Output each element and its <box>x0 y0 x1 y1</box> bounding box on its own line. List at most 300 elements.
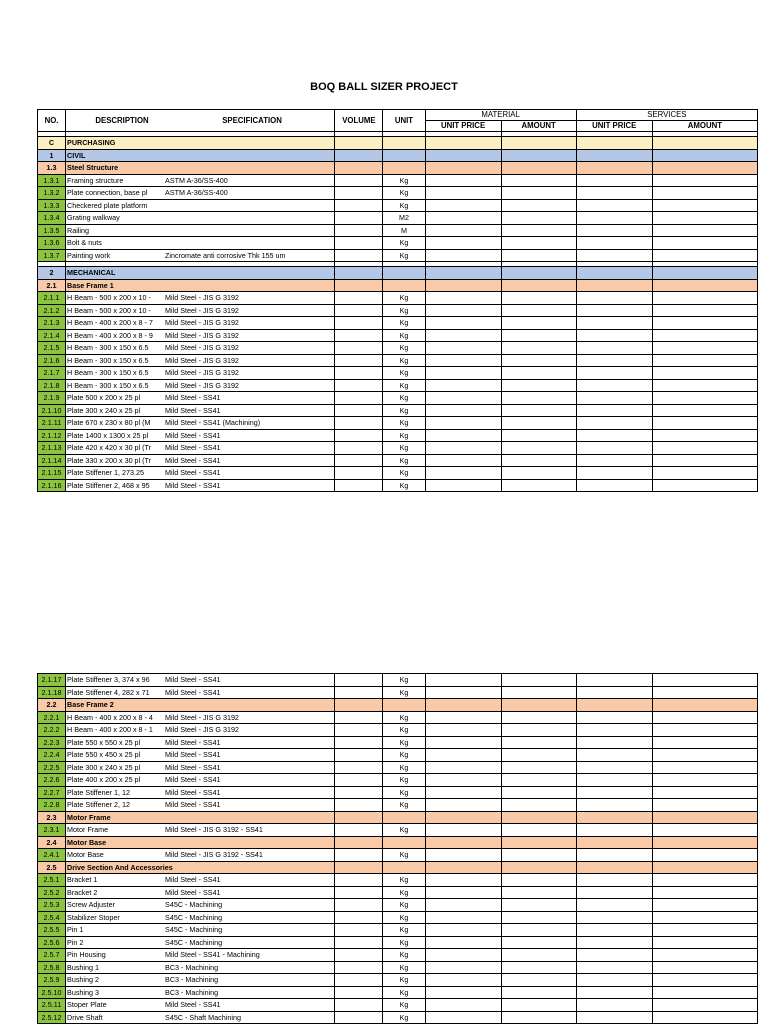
cell-unit: M2 <box>383 212 425 225</box>
cell-volume <box>335 162 383 175</box>
cell-services-amount <box>652 924 757 937</box>
table-row <box>38 799 758 812</box>
table-row <box>38 224 758 237</box>
cell-volume <box>335 329 383 342</box>
description-text: Plate Stiffener 1, 273.25 <box>67 468 145 478</box>
cell-description <box>66 342 335 355</box>
cell-volume <box>335 292 383 305</box>
description-text: Plate 670 x 230 x 80 pl (M <box>67 418 151 428</box>
cell-material-unit-price <box>425 317 501 330</box>
cell-material-amount <box>501 936 576 949</box>
specification-text: Mild Steel - SS41 <box>165 430 221 440</box>
specification-text: Mild Steel - SS41 <box>165 675 221 685</box>
header-description: DESCRIPTION SPECIFICATION <box>66 110 335 132</box>
cell-description <box>66 162 335 175</box>
cell-no: 1.3.4 <box>38 212 66 225</box>
header-unit: UNIT <box>383 110 425 132</box>
cell-material-unit-price <box>425 342 501 355</box>
specification-text: Mild Steel - SS41 <box>165 800 221 810</box>
cell-description <box>66 149 335 162</box>
cell-volume <box>335 799 383 812</box>
cell-volume <box>335 1011 383 1024</box>
description-text: Bushing 3 <box>67 987 99 997</box>
cell-material-unit-price <box>425 824 501 837</box>
cell-services-amount <box>652 799 757 812</box>
cell-services-amount <box>652 999 757 1012</box>
cell-material-unit-price <box>425 711 501 724</box>
cell-services-amount <box>652 961 757 974</box>
cell-services-amount <box>652 786 757 799</box>
table-row <box>38 1011 758 1024</box>
cell-no: 1 <box>38 149 66 162</box>
cell-volume <box>335 674 383 687</box>
cell-material-amount <box>501 392 576 405</box>
table-row <box>38 379 758 392</box>
cell-services-amount <box>652 187 757 200</box>
cell-unit: Kg <box>383 367 425 380</box>
cell-material-unit-price <box>425 999 501 1012</box>
cell-no: 2.1.2 <box>38 304 66 317</box>
cell-services-unit-price <box>576 849 652 862</box>
cell-no: 2.4.1 <box>38 849 66 862</box>
cell-material-unit-price <box>425 674 501 687</box>
cell-volume <box>335 874 383 887</box>
description-text: Motor Base <box>67 837 107 847</box>
specification-text: Mild Steel - SS41 <box>165 393 221 403</box>
table-row <box>38 267 758 280</box>
cell-services-unit-price <box>576 304 652 317</box>
cell-services-unit-price <box>576 199 652 212</box>
cell-services-amount <box>652 279 757 292</box>
cell-material-amount <box>501 824 576 837</box>
cell-material-amount <box>501 749 576 762</box>
cell-services-amount <box>652 811 757 824</box>
specification-text: Mild Steel - SS41 <box>165 737 221 747</box>
header-services-unit-price: UNIT PRICE <box>576 121 652 132</box>
cell-volume <box>335 249 383 262</box>
cell-volume <box>335 986 383 999</box>
table-row <box>38 736 758 749</box>
cell-volume <box>335 899 383 912</box>
cell-services-unit-price <box>576 237 652 250</box>
cell-unit: Kg <box>383 961 425 974</box>
cell-services-amount <box>652 824 757 837</box>
specification-text: Mild Steel - SS41 <box>165 762 221 772</box>
cell-unit: M <box>383 224 425 237</box>
cell-description <box>66 429 335 442</box>
specification-text: Mild Steel - JIS G 3192 <box>165 368 239 378</box>
cell-services-unit-price <box>576 392 652 405</box>
description-text: H Beam - 400 x 200 x 8 - 4 <box>67 712 153 722</box>
table-row <box>38 417 758 430</box>
cell-services-amount <box>652 379 757 392</box>
cell-description <box>66 392 335 405</box>
table-row <box>38 761 758 774</box>
cell-no: 2.1.13 <box>38 442 66 455</box>
cell-volume <box>335 417 383 430</box>
description-text: Pin 1 <box>67 925 84 935</box>
cell-no: 2.5.10 <box>38 986 66 999</box>
cell-description <box>66 199 335 212</box>
cell-description <box>66 354 335 367</box>
cell-services-unit-price <box>576 367 652 380</box>
table-row <box>38 836 758 849</box>
description-text: H Beam - 300 x 150 x 6.5 <box>67 343 149 353</box>
cell-material-unit-price <box>425 212 501 225</box>
cell-material-unit-price <box>425 986 501 999</box>
cell-services-amount <box>652 479 757 492</box>
cell-services-amount <box>652 986 757 999</box>
cell-material-unit-price <box>425 786 501 799</box>
cell-services-unit-price <box>576 974 652 987</box>
cell-services-unit-price <box>576 137 652 150</box>
specification-text: S45C - Shaft Machining <box>165 1012 241 1022</box>
description-text: Drive Section And Accessories <box>67 862 173 872</box>
cell-description <box>66 686 335 699</box>
cell-services-unit-price <box>576 936 652 949</box>
cell-material-unit-price <box>425 949 501 962</box>
table-row <box>38 137 758 150</box>
cell-unit: Kg <box>383 849 425 862</box>
cell-volume <box>335 392 383 405</box>
cell-services-unit-price <box>576 961 652 974</box>
cell-volume <box>335 212 383 225</box>
cell-material-amount <box>501 1011 576 1024</box>
cell-description <box>66 417 335 430</box>
cell-no: 2.1.1 <box>38 292 66 305</box>
cell-volume <box>335 479 383 492</box>
description-text: Plate Stiffener 2, 468 x 95 <box>67 480 150 490</box>
specification-text: Mild Steel - SS41 <box>165 480 221 490</box>
table-row <box>38 724 758 737</box>
cell-description <box>66 799 335 812</box>
cell-services-unit-price <box>576 417 652 430</box>
cell-services-amount <box>652 354 757 367</box>
cell-volume <box>335 999 383 1012</box>
table-row <box>38 249 758 262</box>
table-row <box>38 999 758 1012</box>
cell-unit <box>383 149 425 162</box>
cell-no: 2.5.2 <box>38 886 66 899</box>
cell-no: 2.1.7 <box>38 367 66 380</box>
table-row <box>38 442 758 455</box>
cell-unit: Kg <box>383 974 425 987</box>
cell-material-amount <box>501 429 576 442</box>
cell-unit: Kg <box>383 936 425 949</box>
cell-services-unit-price <box>576 724 652 737</box>
specification-text: S45C - Machining <box>165 900 223 910</box>
cell-unit <box>383 699 425 712</box>
table-row <box>38 911 758 924</box>
description-text: Bolt & nuts <box>67 238 102 248</box>
cell-unit: Kg <box>383 237 425 250</box>
cell-no: 2.1.10 <box>38 404 66 417</box>
cell-material-amount <box>501 379 576 392</box>
cell-material-unit-price <box>425 836 501 849</box>
cell-volume <box>335 699 383 712</box>
cell-services-unit-price <box>576 786 652 799</box>
description-text: Motor Frame <box>67 825 109 835</box>
specification-text: Mild Steel - JIS G 3192 <box>165 305 239 315</box>
specification-text: Mild Steel - SS41 <box>165 887 221 897</box>
table-row <box>38 199 758 212</box>
cell-volume <box>335 911 383 924</box>
description-text: Plate Stiffener 4, 282 x 71 <box>67 687 150 697</box>
description-text: Plate 500 x 200 x 25 pl <box>67 393 141 403</box>
cell-material-amount <box>501 786 576 799</box>
cell-volume <box>335 849 383 862</box>
cell-unit <box>383 162 425 175</box>
cell-volume <box>335 711 383 724</box>
cell-services-amount <box>652 429 757 442</box>
cell-material-unit-price <box>425 379 501 392</box>
specification-text: S45C - Machining <box>165 912 223 922</box>
cell-material-amount <box>501 874 576 887</box>
cell-unit: Kg <box>383 1011 425 1024</box>
cell-no: 2.1.8 <box>38 379 66 392</box>
cell-unit: Kg <box>383 824 425 837</box>
cell-volume <box>335 736 383 749</box>
cell-material-amount <box>501 454 576 467</box>
cell-material-unit-price <box>425 199 501 212</box>
cell-material-unit-price <box>425 736 501 749</box>
cell-volume <box>335 279 383 292</box>
description-text: PURCHASING <box>67 138 116 148</box>
cell-no: 1.3.5 <box>38 224 66 237</box>
cell-volume <box>335 267 383 280</box>
description-text: H Beam - 400 x 200 x 8 - 9 <box>67 330 153 340</box>
cell-unit: Kg <box>383 292 425 305</box>
cell-services-amount <box>652 417 757 430</box>
cell-unit <box>383 137 425 150</box>
cell-no: 1.3.2 <box>38 187 66 200</box>
cell-material-unit-price <box>425 924 501 937</box>
cell-services-unit-price <box>576 404 652 417</box>
cell-description <box>66 711 335 724</box>
description-text: Stoper Plate <box>67 1000 107 1010</box>
table-row <box>38 849 758 862</box>
description-text: Plate 300 x 240 x 25 pl <box>67 405 141 415</box>
cell-unit: Kg <box>383 199 425 212</box>
cell-description <box>66 292 335 305</box>
cell-material-unit-price <box>425 911 501 924</box>
description-text: H Beam - 300 x 150 x 6.5 <box>67 380 149 390</box>
cell-material-amount <box>501 774 576 787</box>
cell-no: 2.5.12 <box>38 1011 66 1024</box>
cell-volume <box>335 924 383 937</box>
boq-table-page-1 <box>37 109 758 492</box>
specification-text: ASTM A-36/SS-400 <box>165 175 228 185</box>
cell-description <box>66 774 335 787</box>
table-row <box>38 699 758 712</box>
description-text: Bracket 2 <box>67 887 98 897</box>
description-text: Plate Stiffener 1, 12 <box>67 787 131 797</box>
table-row <box>38 924 758 937</box>
cell-services-amount <box>652 899 757 912</box>
cell-description <box>66 999 335 1012</box>
cell-material-unit-price <box>425 174 501 187</box>
cell-description <box>66 1011 335 1024</box>
cell-description <box>66 699 335 712</box>
cell-description <box>66 304 335 317</box>
description-text: Checkered plate platform <box>67 200 148 210</box>
table-row <box>38 212 758 225</box>
description-text: H Beam - 500 x 200 x 10 - <box>67 305 151 315</box>
cell-services-unit-price <box>576 249 652 262</box>
cell-services-amount <box>652 237 757 250</box>
cell-material-amount <box>501 949 576 962</box>
cell-unit: Kg <box>383 467 425 480</box>
specification-text: Mild Steel - SS41 (Machining) <box>165 418 261 428</box>
cell-description <box>66 317 335 330</box>
cell-material-unit-price <box>425 292 501 305</box>
cell-volume <box>335 724 383 737</box>
cell-description <box>66 379 335 392</box>
specification-text: Mild Steel - JIS G 3192 <box>165 318 239 328</box>
cell-unit: Kg <box>383 724 425 737</box>
description-text: Pin Housing <box>67 950 106 960</box>
cell-material-unit-price <box>425 354 501 367</box>
specification-text: Mild Steel - JIS G 3192 - SS41 <box>165 850 263 860</box>
cell-material-unit-price <box>425 429 501 442</box>
table-row <box>38 354 758 367</box>
specification-text: Mild Steel - SS41 <box>165 405 221 415</box>
cell-services-amount <box>652 711 757 724</box>
cell-material-unit-price <box>425 861 501 874</box>
cell-unit: Kg <box>383 442 425 455</box>
cell-services-amount <box>652 686 757 699</box>
cell-no: 1.3.7 <box>38 249 66 262</box>
cell-material-amount <box>501 886 576 899</box>
description-text: Painting work <box>67 250 111 260</box>
cell-services-unit-price <box>576 686 652 699</box>
cell-description <box>66 224 335 237</box>
table-row <box>38 749 758 762</box>
cell-material-unit-price <box>425 761 501 774</box>
cell-services-amount <box>652 849 757 862</box>
cell-no: 2.4 <box>38 836 66 849</box>
description-text: Railing <box>67 225 90 235</box>
cell-description <box>66 329 335 342</box>
table-row <box>38 367 758 380</box>
cell-material-amount <box>501 212 576 225</box>
cell-material-amount <box>501 174 576 187</box>
cell-material-amount <box>501 924 576 937</box>
cell-services-amount <box>652 292 757 305</box>
cell-volume <box>335 961 383 974</box>
cell-material-unit-price <box>425 936 501 949</box>
cell-no: 2.2 <box>38 699 66 712</box>
cell-material-unit-price <box>425 392 501 405</box>
cell-services-amount <box>652 174 757 187</box>
cell-material-amount <box>501 224 576 237</box>
cell-description <box>66 961 335 974</box>
cell-description <box>66 137 335 150</box>
description-text: Plate 1400 x 1300 x 25 pl <box>67 430 149 440</box>
table-row <box>38 986 758 999</box>
cell-unit <box>383 279 425 292</box>
cell-material-amount <box>501 329 576 342</box>
description-text: Motor Base <box>67 850 104 860</box>
cell-material-unit-price <box>425 454 501 467</box>
cell-services-amount <box>652 224 757 237</box>
cell-volume <box>335 761 383 774</box>
cell-description <box>66 442 335 455</box>
cell-material-amount <box>501 237 576 250</box>
cell-no: 2.2.8 <box>38 799 66 812</box>
boq-table-page-2 <box>37 673 758 1024</box>
cell-no: 1.3.1 <box>38 174 66 187</box>
cell-description <box>66 212 335 225</box>
cell-material-unit-price <box>425 874 501 887</box>
cell-unit: Kg <box>383 249 425 262</box>
cell-material-amount <box>501 267 576 280</box>
table-row <box>38 686 758 699</box>
cell-services-amount <box>652 137 757 150</box>
cell-description <box>66 674 335 687</box>
cell-volume <box>335 187 383 200</box>
cell-volume <box>335 454 383 467</box>
cell-services-amount <box>652 149 757 162</box>
cell-material-amount <box>501 292 576 305</box>
cell-no: 2.5.5 <box>38 924 66 937</box>
description-text: Drive Shaft <box>67 1012 103 1022</box>
cell-services-unit-price <box>576 711 652 724</box>
specification-text: Mild Steel - JIS G 3192 - SS41 <box>165 825 263 835</box>
cell-services-unit-price <box>576 749 652 762</box>
cell-material-unit-price <box>425 187 501 200</box>
cell-no: 2.1.11 <box>38 417 66 430</box>
cell-unit: Kg <box>383 174 425 187</box>
description-text: CIVIL <box>67 150 86 160</box>
cell-services-amount <box>652 936 757 949</box>
cell-material-unit-price <box>425 724 501 737</box>
cell-unit: Kg <box>383 799 425 812</box>
cell-material-amount <box>501 961 576 974</box>
table-row <box>38 974 758 987</box>
table-row <box>38 899 758 912</box>
cell-services-amount <box>652 467 757 480</box>
cell-description <box>66 279 335 292</box>
cell-description <box>66 724 335 737</box>
cell-services-unit-price <box>576 899 652 912</box>
cell-services-amount <box>652 404 757 417</box>
cell-services-unit-price <box>576 1011 652 1024</box>
cell-description <box>66 886 335 899</box>
cell-volume <box>335 429 383 442</box>
description-text: Plate 400 x 200 x 25 pl <box>67 775 141 785</box>
cell-unit: Kg <box>383 674 425 687</box>
cell-volume <box>335 174 383 187</box>
cell-material-unit-price <box>425 774 501 787</box>
cell-unit: Kg <box>383 986 425 999</box>
cell-services-unit-price <box>576 267 652 280</box>
cell-no: 2.5.8 <box>38 961 66 974</box>
cell-material-amount <box>501 279 576 292</box>
cell-unit: Kg <box>383 454 425 467</box>
cell-description <box>66 949 335 962</box>
cell-services-unit-price <box>576 911 652 924</box>
header-no: NO. <box>38 110 66 132</box>
cell-services-unit-price <box>576 479 652 492</box>
header-material: MATERIAL <box>425 110 576 121</box>
cell-services-unit-price <box>576 354 652 367</box>
description-text: Plate 550 x 450 x 25 pl <box>67 750 141 760</box>
cell-unit: Kg <box>383 749 425 762</box>
cell-material-unit-price <box>425 849 501 862</box>
cell-volume <box>335 749 383 762</box>
table-row <box>38 824 758 837</box>
